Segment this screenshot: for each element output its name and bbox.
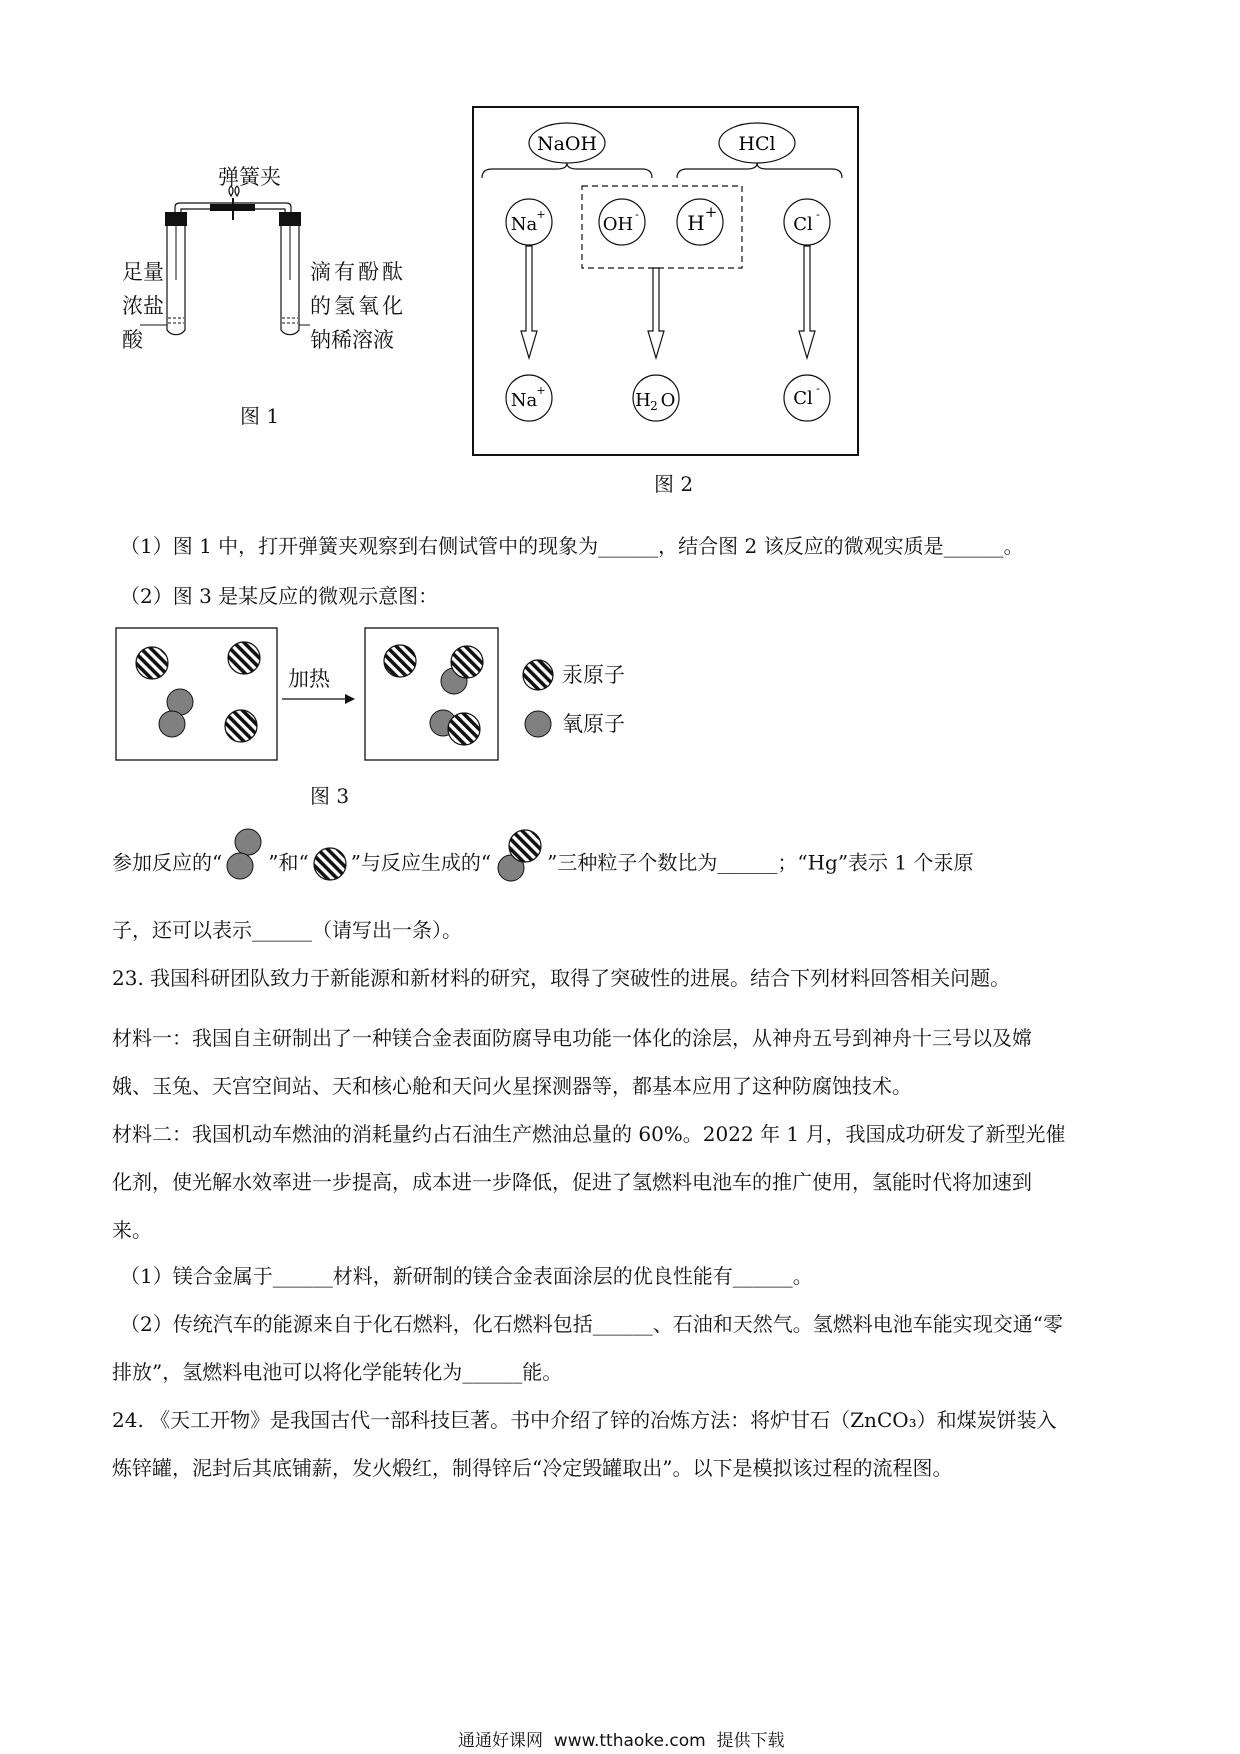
hg-atom xyxy=(225,710,257,742)
hg-atom xyxy=(228,642,260,674)
svg-text:OH: OH xyxy=(602,214,634,235)
heating-label: 加热 xyxy=(288,667,330,691)
svg-text:-: - xyxy=(816,382,820,395)
figure-2 xyxy=(472,106,862,506)
svg-text:Cl: Cl xyxy=(793,388,813,409)
svg-text:-: - xyxy=(816,208,820,221)
hg-atom xyxy=(451,646,483,678)
hg-atom xyxy=(384,645,416,677)
svg-text:+: + xyxy=(536,384,546,397)
naoh-label: NaOH xyxy=(536,133,598,155)
hg-atom xyxy=(136,647,168,679)
o-atom xyxy=(159,711,185,737)
svg-text:Cl: Cl xyxy=(793,214,813,235)
figure-1 xyxy=(110,160,430,430)
right-tube-label: 滴有酚酞 的氢氧化 钠稀溶液 xyxy=(310,260,406,352)
question-2-2: （2）图 3 是某反应的微观示意图： xyxy=(120,584,439,608)
svg-text:2: 2 xyxy=(650,399,658,413)
legend-hg-icon xyxy=(523,660,553,690)
svg-text:H: H xyxy=(687,211,705,235)
svg-text:Na: Na xyxy=(510,214,538,235)
hg-atom xyxy=(448,713,480,745)
figure-1-caption: 图 1 xyxy=(240,404,280,428)
left-tube-label: 足量 浓盐 酸 xyxy=(122,260,164,352)
material-2: 材料二：我国机动车燃油的消耗量约占石油生产燃油总量的 60%。2022 年 1 月，我国成功研发了新型光催 化剂，使光解水效率进一步提高，成本进一步降低，促进了氢燃料电池车的推广使用，氢能时代将加速到 来。 xyxy=(112,1122,1066,1242)
svg-text:H: H xyxy=(635,390,651,411)
svg-text:-: - xyxy=(635,208,639,221)
question-23-2: （2）传统汽车的能源来自于化石燃料，化石燃料包括______、石油和天然气。氢燃料电池车能实现交通“零 排放”，氢燃料电池可以将化学能转化为______能。 xyxy=(112,1312,1063,1384)
hg-atom-icon xyxy=(311,845,349,883)
svg-text:+: + xyxy=(536,208,546,221)
question-23-title: 23. 我国科研团队致力于新能源和新材料的研究，取得了突破性的进展。结合下列材料回答相关问题。 xyxy=(112,966,1011,990)
neutralization-diagram xyxy=(472,106,862,456)
reaction-diagram xyxy=(110,620,690,770)
svg-text:Na: Na xyxy=(510,390,538,411)
hgo-molecule-icon xyxy=(495,826,543,886)
page-footer: 通通好课网 www.tthaoke.com 提供下载 xyxy=(458,1731,785,1751)
material-1: 材料一：我国自主研制出了一种镁合金表面防腐导电功能一体化的涂层，从神舟五号到神舟十三号以及嫦 娥、玉兔、天宫空间站、天和核心舱和天问火星探测器等，都基本应用了这种防腐蚀技术。 xyxy=(112,1026,1032,1098)
legend-o-label: 氧原子 xyxy=(562,712,625,736)
question-2-1: （1）图 1 中，打开弹簧夹观察到右侧试管中的现象为______，结合图 2 该反应的微观实质是______。 xyxy=(120,534,1024,558)
svg-text:+: + xyxy=(704,203,718,221)
svg-text:O: O xyxy=(660,390,676,411)
question-23-1: （1）镁合金属于______材料，新研制的镁合金表面涂层的优良性能有______。 xyxy=(120,1264,813,1288)
figure-3 xyxy=(110,620,690,810)
figure-3-caption: 图 3 xyxy=(310,784,350,808)
legend-hg-label: 汞原子 xyxy=(562,663,625,687)
legend-o-icon xyxy=(525,711,551,737)
question-24: 24. 《天工开物》是我国古代一部科技巨著。书中介绍了锌的冶炼方法：将炉甘石（ZnCO₃）和煤炭饼装入 炼锌罐，泥封后其底铺薪，发火煅红，制得锌后“冷定毁罐取出”。以下是模拟该过程的流程图。 xyxy=(112,1408,1057,1480)
o2-molecule-icon xyxy=(226,828,264,884)
hcl-label: HCl xyxy=(738,133,776,155)
question-2-2-ratio: 参加反应的“ ”和“ ”与反应生成的“ ”三种粒子个数比为______；“Hg”表示 1 个汞原 xyxy=(112,842,974,886)
spring-clamp-label: 弹簧夹 xyxy=(218,165,281,189)
question-2-2-line2: 子，还可以表示______（请写出一条）。 xyxy=(112,918,462,942)
figure-2-caption: 图 2 xyxy=(654,472,694,496)
